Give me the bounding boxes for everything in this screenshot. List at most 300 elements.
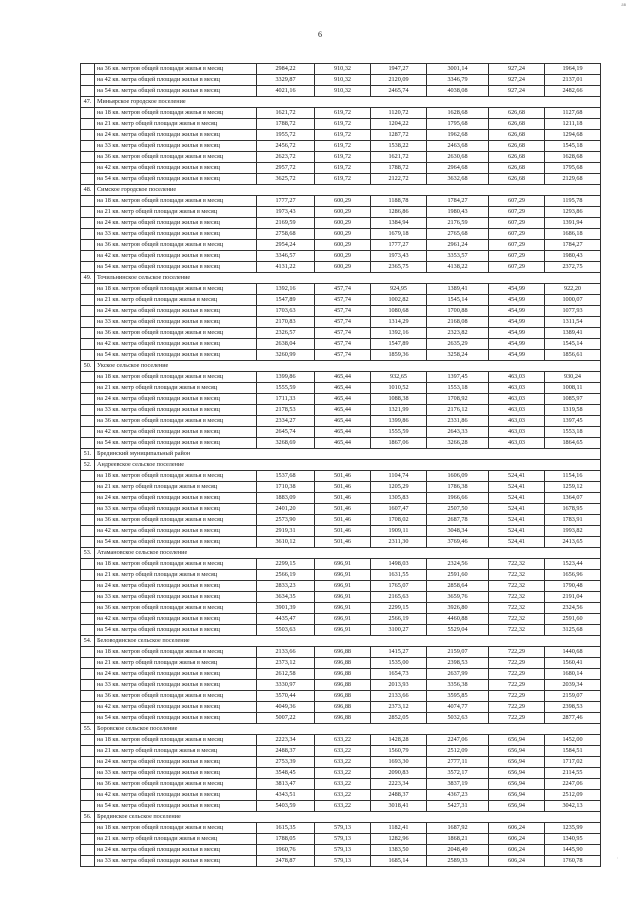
value-cell-4: 1795,68 (427, 119, 489, 130)
value-cell-2: 501,46 (315, 471, 371, 482)
value-cell-2: 696,91 (315, 625, 371, 636)
value-cell-2: 910,32 (315, 64, 371, 75)
row-number-cell (81, 284, 95, 295)
value-cell-4: 1868,21 (427, 834, 489, 845)
value-cell-5: 656,94 (489, 790, 545, 801)
row-label: на 54 кв. метра общей площади жилья в месяц (95, 801, 257, 812)
value-cell-2: 696,88 (315, 647, 371, 658)
value-cell-5: 626,68 (489, 108, 545, 119)
value-cell-4: 3659,76 (427, 592, 489, 603)
value-cell-4: 2463,68 (427, 141, 489, 152)
value-cell-4: 2176,12 (427, 405, 489, 416)
table-row (81, 196, 601, 207)
table-row (81, 108, 601, 119)
row-label: на 18 кв. метров общей площади жилья в месяц (95, 559, 257, 570)
value-cell-1: 2334,27 (257, 416, 315, 427)
row-number-cell (81, 229, 95, 240)
value-cell-4: 2589,33 (427, 856, 489, 867)
row-number-cell (81, 207, 95, 218)
table-row (81, 559, 601, 570)
value-cell-6: 1077,93 (545, 306, 601, 317)
value-cell-5: 463,03 (489, 405, 545, 416)
value-cell-2: 457,74 (315, 328, 371, 339)
value-cell-5: 454,99 (489, 284, 545, 295)
row-number-cell (81, 746, 95, 757)
value-cell-2: 600,29 (315, 251, 371, 262)
value-cell-3: 1654,73 (371, 669, 427, 680)
table-row (81, 328, 601, 339)
row-label: на 18 кв. метров общей площади жилья в месяц (95, 108, 257, 119)
value-cell-4: 3346,79 (427, 75, 489, 86)
table-row (81, 537, 601, 548)
value-cell-5: 463,03 (489, 383, 545, 394)
value-cell-5: 524,41 (489, 515, 545, 526)
value-cell-1: 2638,04 (257, 339, 315, 350)
value-cell-4: 1700,88 (427, 306, 489, 317)
value-cell-3: 1867,06 (371, 438, 427, 449)
value-cell-6: 1795,68 (545, 163, 601, 174)
row-label: на 33 кв. метра общей площади жилья в месяц (95, 405, 257, 416)
value-cell-3: 1188,78 (371, 196, 427, 207)
value-cell-1: 1883,09 (257, 493, 315, 504)
value-cell-1: 1392,16 (257, 284, 315, 295)
value-cell-5: 722,29 (489, 691, 545, 702)
row-number-cell (81, 625, 95, 636)
table-row (81, 680, 601, 691)
value-cell-5: 656,94 (489, 801, 545, 812)
row-label: на 33 кв. метра общей площади жилья в месяц (95, 229, 257, 240)
row-number-cell (81, 75, 95, 86)
value-cell-1: 1788,05 (257, 834, 315, 845)
section-row (81, 724, 601, 735)
value-cell-3: 2465,74 (371, 86, 427, 97)
row-number-cell (81, 713, 95, 724)
row-label: на 21 кв. метр общей площади жилья в месяц (95, 119, 257, 130)
value-cell-4: 1708,92 (427, 394, 489, 405)
value-cell-3: 1788,72 (371, 163, 427, 174)
row-number-cell (81, 372, 95, 383)
row-number-cell (81, 196, 95, 207)
table-row (81, 119, 601, 130)
value-cell-6: 2398,53 (545, 702, 601, 713)
value-cell-6: 2413,65 (545, 537, 601, 548)
value-cell-1: 2984,22 (257, 64, 315, 75)
value-cell-5: 927,24 (489, 86, 545, 97)
value-cell-1: 1973,43 (257, 207, 315, 218)
value-cell-1: 3329,87 (257, 75, 315, 86)
value-cell-4: 2964,68 (427, 163, 489, 174)
value-cell-6: 1964,19 (545, 64, 601, 75)
value-cell-5: 607,29 (489, 229, 545, 240)
table-row (81, 669, 601, 680)
row-number-cell (81, 658, 95, 669)
value-cell-3: 1909,11 (371, 526, 427, 537)
row-label: на 42 кв. метра общей площади жилья в месяц (95, 702, 257, 713)
value-cell-1: 1547,89 (257, 295, 315, 306)
value-cell-5: 463,03 (489, 427, 545, 438)
value-cell-2: 910,32 (315, 75, 371, 86)
table-row (81, 823, 601, 834)
row-number-cell (81, 570, 95, 581)
value-cell-3: 1204,22 (371, 119, 427, 130)
value-cell-5: 722,32 (489, 570, 545, 581)
value-cell-3: 1498,03 (371, 559, 427, 570)
table-row (81, 581, 601, 592)
row-label: на 42 кв. метра общей площади жилья в месяц (95, 339, 257, 350)
value-cell-6: 1364,07 (545, 493, 601, 504)
value-cell-4: 2159,07 (427, 647, 489, 658)
value-cell-6: 2482,66 (545, 86, 601, 97)
value-cell-3: 2122,72 (371, 174, 427, 185)
value-cell-2: 457,74 (315, 284, 371, 295)
table-row (81, 438, 601, 449)
section-number: 54. (81, 636, 95, 647)
value-cell-1: 2170,83 (257, 317, 315, 328)
table-row (81, 603, 601, 614)
value-cell-6: 1445,90 (545, 845, 601, 856)
value-cell-1: 3625,72 (257, 174, 315, 185)
value-cell-2: 696,88 (315, 713, 371, 724)
value-cell-3: 1080,68 (371, 306, 427, 317)
value-cell-2: 633,22 (315, 757, 371, 768)
value-cell-5: 524,41 (489, 504, 545, 515)
value-cell-4: 2331,86 (427, 416, 489, 427)
value-cell-5: 607,29 (489, 240, 545, 251)
row-label: на 33 кв. метра общей площади жилья в месяц (95, 768, 257, 779)
row-number-cell (81, 493, 95, 504)
value-cell-6: 1656,96 (545, 570, 601, 581)
value-cell-6: 2191,04 (545, 592, 601, 603)
row-label: на 36 кв. метров общей площади жилья в месяц (95, 779, 257, 790)
value-cell-6: 1319,58 (545, 405, 601, 416)
table-row (81, 482, 601, 493)
row-label: на 24 кв. метра общей площади жилья в месяц (95, 130, 257, 141)
value-cell-4: 1962,68 (427, 130, 489, 141)
value-cell-5: 656,94 (489, 757, 545, 768)
table-row (81, 834, 601, 845)
value-cell-2: 457,74 (315, 306, 371, 317)
value-cell-2: 465,44 (315, 383, 371, 394)
row-label: на 42 кв. метра общей площади жилья в месяц (95, 163, 257, 174)
value-cell-6: 3042,13 (545, 801, 601, 812)
table-row (81, 658, 601, 669)
margin-scan-mark: ′ (616, 858, 618, 863)
section-row (81, 185, 601, 196)
value-cell-6: 1545,14 (545, 339, 601, 350)
value-cell-3: 2566,19 (371, 614, 427, 625)
value-cell-3: 1088,38 (371, 394, 427, 405)
value-cell-3: 1973,43 (371, 251, 427, 262)
value-cell-2: 465,44 (315, 438, 371, 449)
table-row (81, 790, 601, 801)
value-cell-3: 2090,83 (371, 768, 427, 779)
row-number-cell (81, 757, 95, 768)
table-row (81, 515, 601, 526)
value-cell-2: 600,29 (315, 240, 371, 251)
value-cell-6: 1864,65 (545, 438, 601, 449)
table-row (81, 317, 601, 328)
value-cell-6: 1340,95 (545, 834, 601, 845)
value-cell-4: 4138,22 (427, 262, 489, 273)
value-cell-1: 3346,57 (257, 251, 315, 262)
value-cell-4: 2048,49 (427, 845, 489, 856)
value-cell-4: 1606,09 (427, 471, 489, 482)
value-cell-6: 930,24 (545, 372, 601, 383)
value-cell-3: 1538,22 (371, 141, 427, 152)
value-cell-6: 1783,91 (545, 515, 601, 526)
row-number-cell (81, 680, 95, 691)
value-cell-4: 2168,08 (427, 317, 489, 328)
section-row (81, 636, 601, 647)
row-label: на 24 кв. метра общей площади жилья в месяц (95, 581, 257, 592)
row-number-cell (81, 515, 95, 526)
value-cell-4: 3837,19 (427, 779, 489, 790)
table-row (81, 295, 601, 306)
value-cell-1: 1703,63 (257, 306, 315, 317)
value-cell-2: 457,74 (315, 317, 371, 328)
value-cell-6: 1195,78 (545, 196, 601, 207)
value-cell-5: 927,24 (489, 64, 545, 75)
value-cell-1: 2456,72 (257, 141, 315, 152)
value-cell-5: 463,03 (489, 372, 545, 383)
value-cell-5: 626,68 (489, 174, 545, 185)
row-number-cell (81, 768, 95, 779)
value-cell-2: 600,29 (315, 196, 371, 207)
value-cell-4: 2765,68 (427, 229, 489, 240)
row-label: на 18 кв. метров общей площади жилья в месяц (95, 372, 257, 383)
table-row (81, 779, 601, 790)
value-cell-5: 463,03 (489, 394, 545, 405)
value-cell-6: 1678,95 (545, 504, 601, 515)
value-cell-1: 1788,72 (257, 119, 315, 130)
value-cell-6: 1545,18 (545, 141, 601, 152)
row-number-cell (81, 438, 95, 449)
value-cell-5: 454,99 (489, 317, 545, 328)
section-number: 53. (81, 548, 95, 559)
value-cell-4: 4367,23 (427, 790, 489, 801)
value-cell-2: 696,91 (315, 581, 371, 592)
value-cell-6: 1391,94 (545, 218, 601, 229)
section-title: Андреевское сельское поселение (95, 460, 601, 471)
row-label: на 24 кв. метра общей площади жилья в месяц (95, 845, 257, 856)
value-cell-2: 696,88 (315, 669, 371, 680)
value-cell-3: 1120,72 (371, 108, 427, 119)
row-label: на 33 кв. метра общей площади жилья в месяц (95, 504, 257, 515)
value-cell-5: 626,68 (489, 119, 545, 130)
value-cell-2: 633,22 (315, 746, 371, 757)
value-cell-2: 633,22 (315, 790, 371, 801)
row-label: на 42 кв. метра общей площади жилья в месяц (95, 75, 257, 86)
value-cell-2: 619,72 (315, 119, 371, 130)
row-number-cell (81, 141, 95, 152)
row-number-cell (81, 427, 95, 438)
value-cell-4: 3595,85 (427, 691, 489, 702)
row-number-cell (81, 592, 95, 603)
section-row (81, 812, 601, 823)
value-cell-2: 696,88 (315, 658, 371, 669)
table-row (81, 372, 601, 383)
row-label: на 42 кв. метра общей площади жилья в месяц (95, 526, 257, 537)
section-number: 52. (81, 460, 95, 471)
section-title: Атамановское сельское поселение (95, 548, 601, 559)
row-number-cell (81, 339, 95, 350)
section-row (81, 449, 601, 460)
value-cell-5: 722,29 (489, 658, 545, 669)
row-number-cell (81, 163, 95, 174)
table-row (81, 218, 601, 229)
row-number-cell (81, 856, 95, 867)
section-number: 56. (81, 812, 95, 823)
row-number-cell (81, 537, 95, 548)
value-cell-5: 454,99 (489, 339, 545, 350)
value-cell-3: 1321,99 (371, 405, 427, 416)
row-label: на 36 кв. метров общей площади жилья в месяц (95, 240, 257, 251)
value-cell-1: 4435,47 (257, 614, 315, 625)
row-number-cell (81, 482, 95, 493)
value-cell-3: 3018,41 (371, 801, 427, 812)
value-cell-5: 607,29 (489, 207, 545, 218)
value-cell-1: 1399,86 (257, 372, 315, 383)
value-cell-4: 2643,33 (427, 427, 489, 438)
value-cell-6: 922,20 (545, 284, 601, 295)
value-cell-3: 1555,59 (371, 427, 427, 438)
value-cell-1: 5503,63 (257, 625, 315, 636)
value-cell-2: 600,29 (315, 207, 371, 218)
table-row (81, 746, 601, 757)
row-number-cell (81, 64, 95, 75)
value-cell-3: 1287,72 (371, 130, 427, 141)
value-cell-4: 1980,43 (427, 207, 489, 218)
row-number-cell (81, 218, 95, 229)
value-cell-6: 1311,54 (545, 317, 601, 328)
table-row (81, 504, 601, 515)
value-cell-4: 3001,14 (427, 64, 489, 75)
value-cell-4: 2323,82 (427, 328, 489, 339)
row-label: на 24 кв. метра общей площади жилья в месяц (95, 394, 257, 405)
row-label: на 33 кв. метра общей площади жилья в месяц (95, 141, 257, 152)
value-cell-5: 606,24 (489, 834, 545, 845)
value-cell-2: 619,72 (315, 108, 371, 119)
value-cell-6: 2137,01 (545, 75, 601, 86)
row-label: на 24 кв. метра общей площади жилья в месяц (95, 493, 257, 504)
value-cell-5: 463,03 (489, 438, 545, 449)
value-cell-5: 626,68 (489, 163, 545, 174)
row-label: на 21 кв. метр общей площади жилья в месяц (95, 658, 257, 669)
value-cell-4: 3266,28 (427, 438, 489, 449)
value-cell-2: 696,91 (315, 614, 371, 625)
section-number: 49. (81, 273, 95, 284)
value-cell-1: 3268,69 (257, 438, 315, 449)
value-cell-5: 607,29 (489, 218, 545, 229)
row-number-cell (81, 405, 95, 416)
value-cell-2: 579,13 (315, 856, 371, 867)
value-cell-1: 2326,57 (257, 328, 315, 339)
table-row (81, 427, 601, 438)
table-row (81, 306, 601, 317)
value-cell-2: 600,29 (315, 262, 371, 273)
value-cell-1: 1710,38 (257, 482, 315, 493)
value-cell-2: 633,22 (315, 735, 371, 746)
value-cell-6: 1680,14 (545, 669, 601, 680)
row-number-cell (81, 108, 95, 119)
row-label: на 18 кв. метров общей площади жилья в месяц (95, 735, 257, 746)
value-cell-5: 454,99 (489, 328, 545, 339)
value-cell-1: 2133,66 (257, 647, 315, 658)
value-cell-3: 1547,89 (371, 339, 427, 350)
row-label: на 33 кв. метра общей площади жилья в месяц (95, 856, 257, 867)
value-cell-6: 3125,68 (545, 625, 601, 636)
value-cell-6: 1628,68 (545, 152, 601, 163)
value-cell-4: 2858,64 (427, 581, 489, 592)
row-label: на 18 кв. метров общей площади жилья в месяц (95, 647, 257, 658)
value-cell-5: 524,41 (489, 526, 545, 537)
value-cell-1: 1537,68 (257, 471, 315, 482)
value-cell-4: 2507,50 (427, 504, 489, 515)
value-cell-6: 1993,82 (545, 526, 601, 537)
section-number: 47. (81, 97, 95, 108)
row-label: на 54 кв. метра общей площади жилья в месяц (95, 625, 257, 636)
row-number-cell (81, 306, 95, 317)
row-label: на 24 кв. метра общей площади жилья в месяц (95, 218, 257, 229)
value-cell-3: 1002,82 (371, 295, 427, 306)
value-cell-5: 607,29 (489, 262, 545, 273)
value-cell-5: 722,32 (489, 625, 545, 636)
value-cell-5: 463,03 (489, 416, 545, 427)
value-cell-4: 2630,68 (427, 152, 489, 163)
row-number-cell (81, 174, 95, 185)
value-cell-1: 3330,97 (257, 680, 315, 691)
row-label: на 54 кв. метра общей площади жилья в месяц (95, 262, 257, 273)
value-cell-3: 1314,29 (371, 317, 427, 328)
value-cell-3: 2365,75 (371, 262, 427, 273)
value-cell-2: 633,22 (315, 801, 371, 812)
value-cell-3: 1182,41 (371, 823, 427, 834)
table-body (81, 64, 601, 867)
row-number-cell (81, 669, 95, 680)
row-number-cell (81, 394, 95, 405)
row-label: на 36 кв. метров общей площади жилья в месяц (95, 515, 257, 526)
row-number-cell (81, 823, 95, 834)
value-cell-6: 1294,68 (545, 130, 601, 141)
table-row (81, 801, 601, 812)
value-cell-1: 3570,44 (257, 691, 315, 702)
row-label: на 21 кв. метр общей площади жилья в месяц (95, 482, 257, 493)
value-cell-6: 2247,06 (545, 779, 601, 790)
value-cell-1: 4049,36 (257, 702, 315, 713)
row-number-cell (81, 383, 95, 394)
value-cell-2: 465,44 (315, 427, 371, 438)
value-cell-4: 2247,06 (427, 735, 489, 746)
value-cell-2: 465,44 (315, 394, 371, 405)
value-cell-4: 2961,24 (427, 240, 489, 251)
table-row (81, 592, 601, 603)
value-cell-6: 1000,07 (545, 295, 601, 306)
section-row (81, 97, 601, 108)
row-label: на 33 кв. метра общей площади жилья в месяц (95, 680, 257, 691)
value-cell-5: 722,32 (489, 614, 545, 625)
value-cell-5: 626,68 (489, 130, 545, 141)
value-cell-3: 2852,05 (371, 713, 427, 724)
value-cell-3: 1282,96 (371, 834, 427, 845)
value-cell-3: 1384,94 (371, 218, 427, 229)
value-cell-4: 5529,04 (427, 625, 489, 636)
value-cell-1: 2178,53 (257, 405, 315, 416)
row-number-cell (81, 504, 95, 515)
value-cell-4: 2512,09 (427, 746, 489, 757)
value-cell-3: 1535,00 (371, 658, 427, 669)
table-row (81, 262, 601, 273)
value-cell-1: 3610,12 (257, 537, 315, 548)
